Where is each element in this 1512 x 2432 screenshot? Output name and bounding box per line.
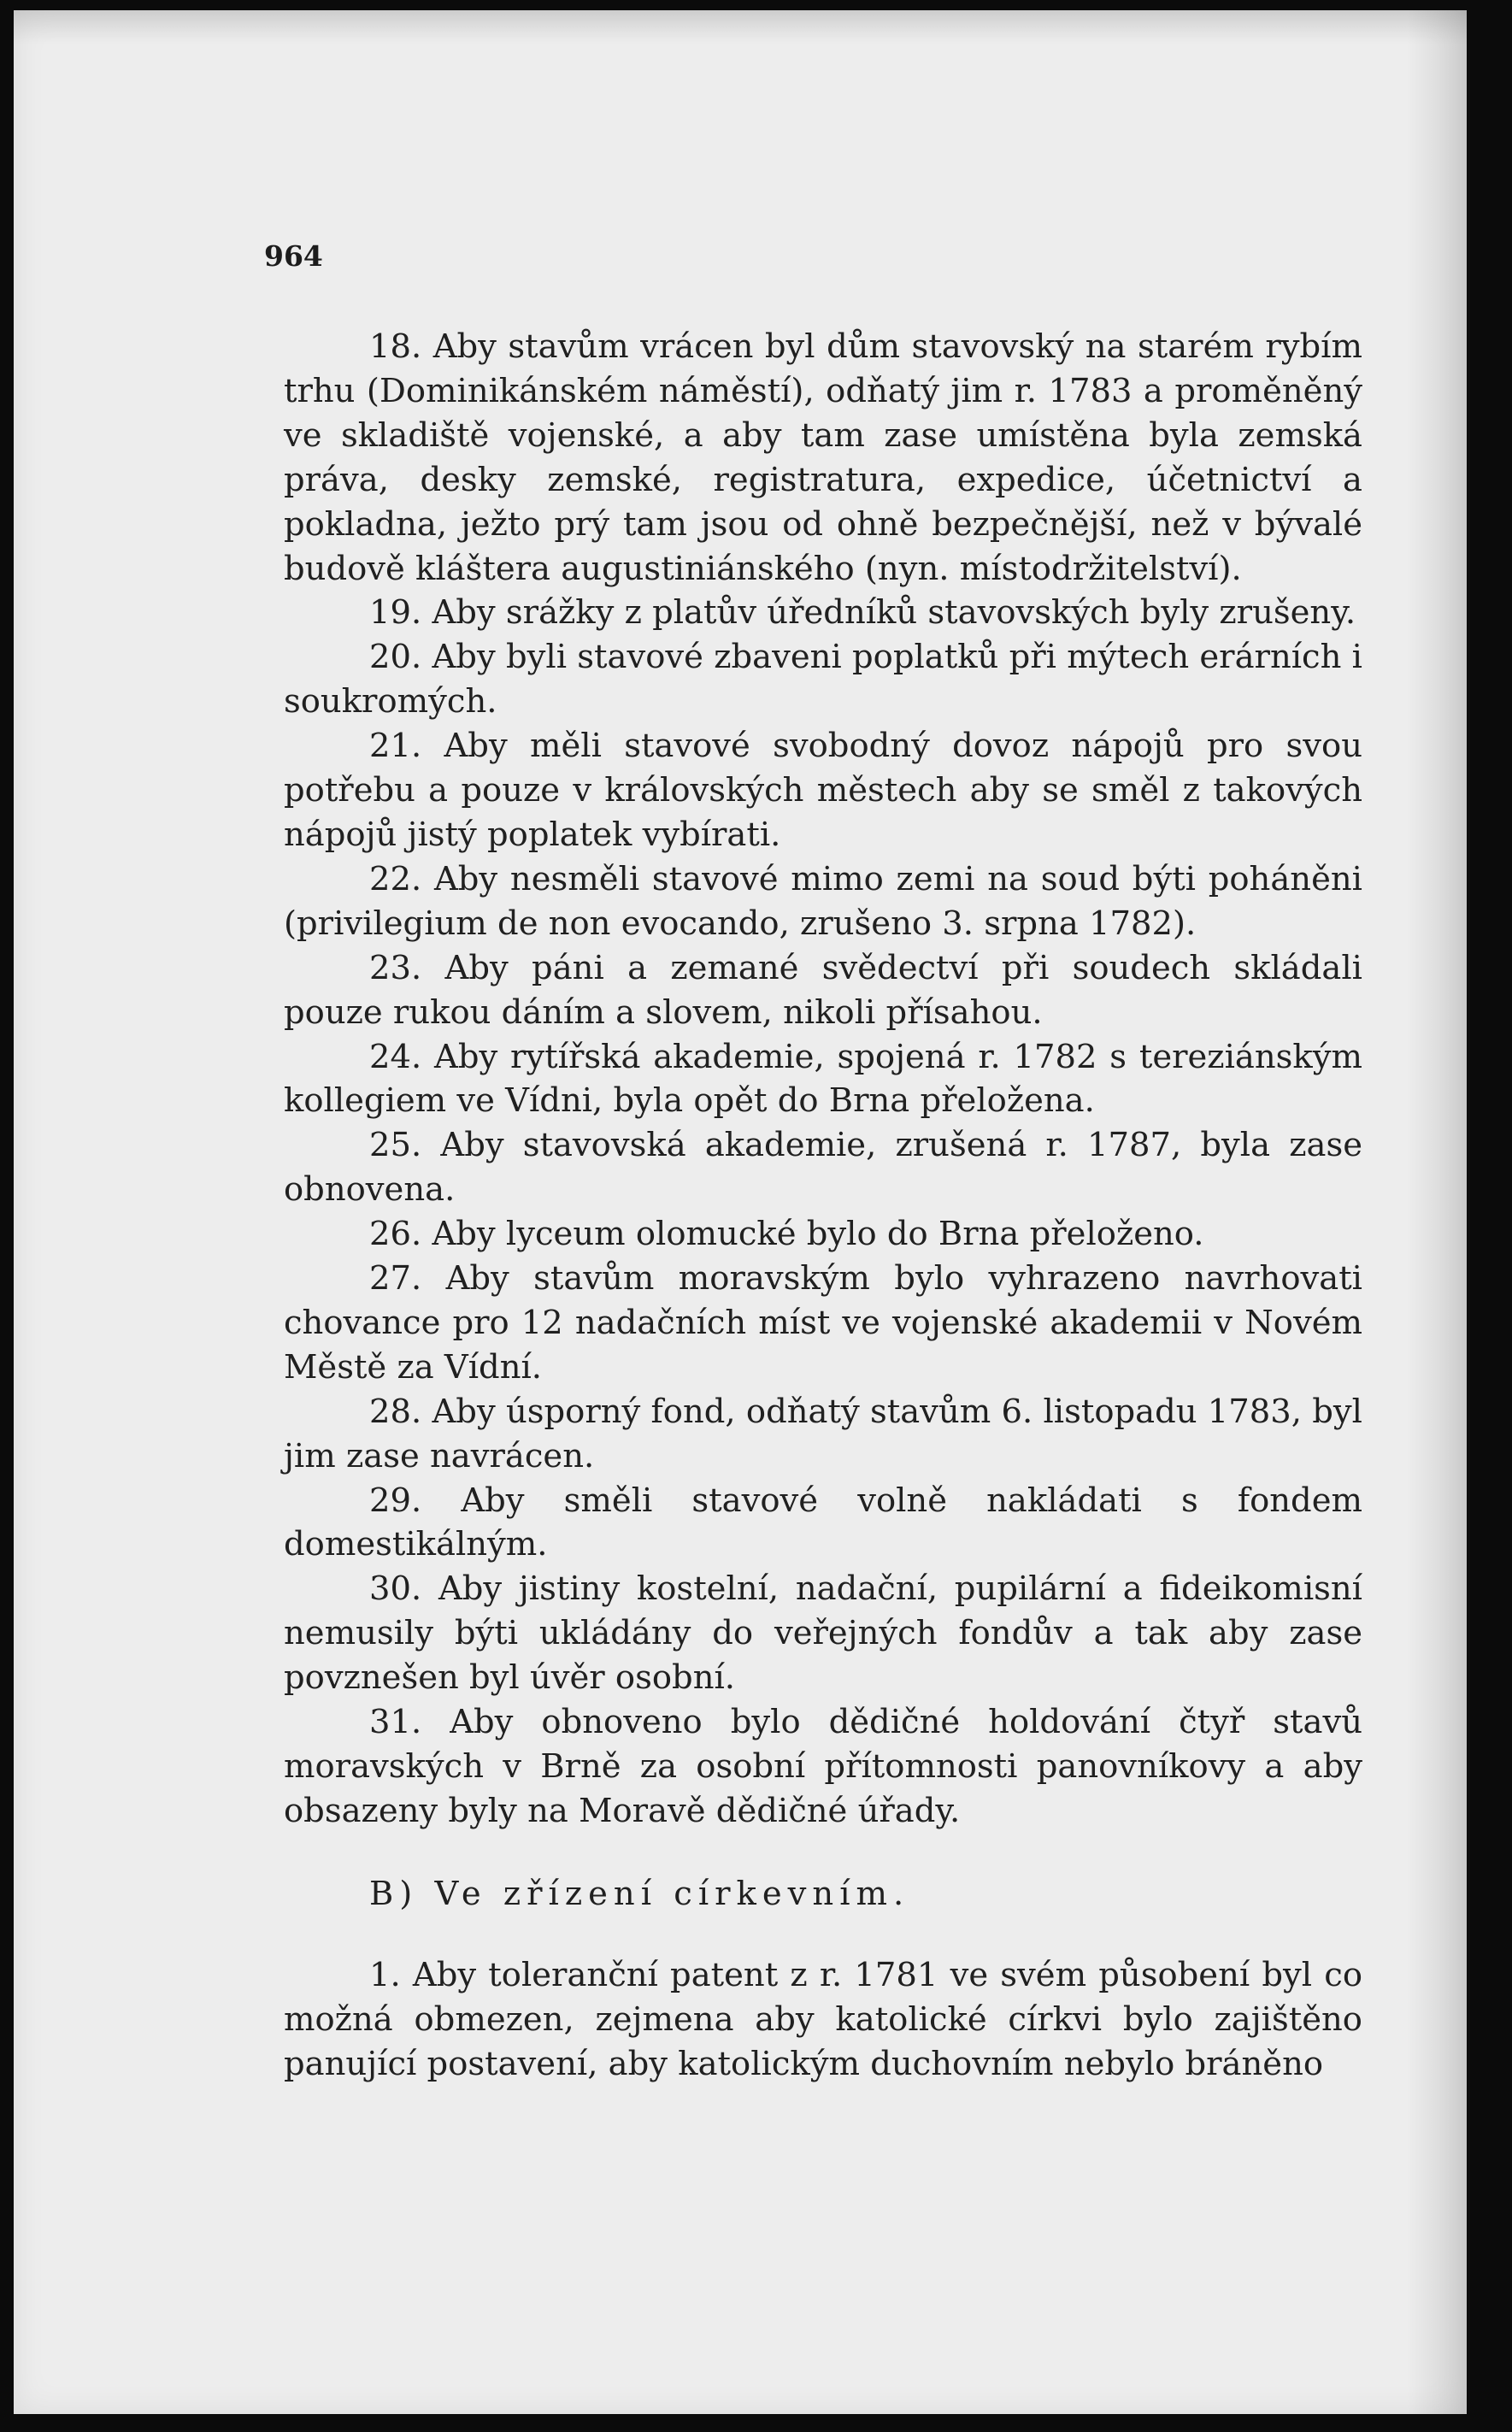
paragraph-26: 26. Aby lyceum olomucké bylo do Brna přeloženo. [369,1215,1204,1254]
paragraph-25: 25. Aby stavovská akademie, zrušená r. 1787, byla zase obnovena. [284,1126,1362,1210]
section-heading: B) Ve zřízení církevním. [369,1874,910,1913]
paragraph-21: 21. Aby měli stavové svobodný dovoz nápojů pro svou potřebu a pouze v královských městech aby se směl z takových nápojů jistý poplatek vybírati. [284,727,1362,854]
paragraph-20: 20. Aby byli stavové zbaveni poplatků při mýtech erárních i soukromých. [284,638,1362,721]
section-paragraph-1: 1. Aby toleranční patent z r. 1781 ve svém působení byl co možná obmezen, zejmena aby katolické církvi bylo zajištěno panující postavení, aby katolickým duchovním nebylo bráněno [284,1955,1362,2083]
page-number: 964 [264,239,323,273]
paragraph-27: 27. Aby stavům moravským bylo vyhrazeno navrhovati chovance pro 12 nadačních míst ve vojenské akademii v Novém Městě za Vídní. [284,1259,1362,1387]
paragraph-28: 28. Aby úsporný fond, odňatý stavům 6. listopadu 1783, byl jim zase navrácen. [284,1392,1362,1475]
page-gutter-shadow [1407,10,1467,2414]
book-page [14,10,1467,2414]
paragraph-24: 24. Aby rytířská akademie, spojená r. 1782 s tereziánským kollegiem ve Vídni, byla opět do Brna přeložena. [284,1037,1362,1121]
paragraph-23: 23. Aby páni a zemané svědectví při soudech skládali pouze rukou dáním a slovem, nikoli přísahou. [284,948,1362,1032]
paragraph-22: 22. Aby nesměli stavové mimo zemi na soud býti poháněni (privilegium de non evocando, zrušeno 3. srpna 1782). [284,859,1362,943]
paragraph-30: 30. Aby jistiny kostelní, nadační, pupilární a fideikomisní nemusily býti ukládány do veřejných fondův a tak aby zase povznešen byl úvěr osobní. [284,1569,1362,1698]
paragraph-18: 18. Aby stavům vrácen byl dům stavovský na starém rybím trhu (Dominikánském náměstí), odňatý jim r. 1783 a proměněný ve skladiště vojenské, a aby tam zase umístěna byla zemská práva, desky zemské, registratura, expedice, účetnictví a pokladna, ježto prý tam jsou od ohně bezpečnější, než v bývalé budově kláštera augustiniánského (nyn. místodržitelství). [284,327,1362,588]
paragraph-29: 29. Aby směli stavové volně nakládati s fondem domestikálným. [284,1481,1362,1564]
body-text [284,325,1362,2086]
paragraph-19: 19. Aby srážky z platův úředníků stavovských byly zrušeny. [369,593,1356,633]
page-top-shadow [14,10,1467,44]
paragraph-31: 31. Aby obnoveno bylo dědičné holdování čtyř stavů moravských v Brně za osobní přítomnosti panovníkovy a aby obsazeny byly na Moravě dědičné úřady. [284,1703,1362,1830]
